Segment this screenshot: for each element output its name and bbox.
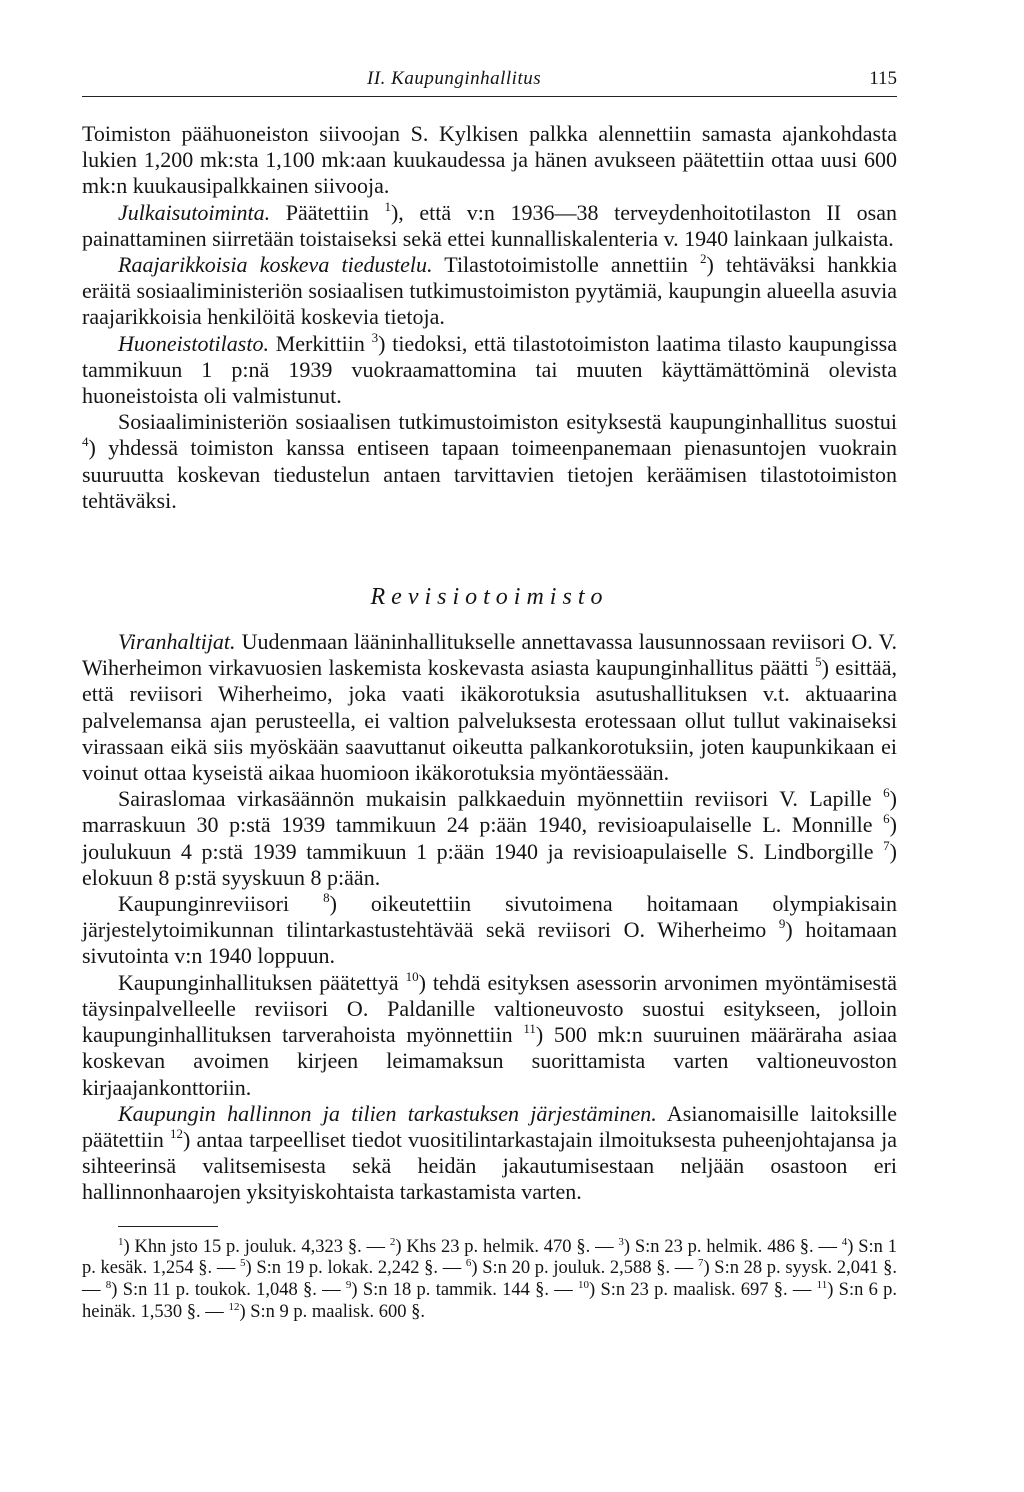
paragraph: Sosiaaliministeriön sosiaalisen tutkimustoimiston esityksestä kaupunginhallitus suostui $^4$) yhdessä toimiston kanssa entiseen tapaan toimeenpanemaan pienasuntojen vuokrain suuruutta koskevan tiedustelun antaen tarvittavien tietojen keräämisen tilastotoimiston tehtäväksi. (82, 409, 897, 513)
paragraph-title: Julkaisutoiminta. (118, 199, 271, 225)
footnote-ref: 3 (371, 329, 379, 345)
footnote-ref: 2 (700, 251, 707, 267)
section-heading: Revisiotoimisto (370, 584, 609, 611)
paragraph-title: Huoneistotilasto. (118, 330, 269, 356)
footnote-ref: 7 (883, 837, 890, 853)
paragraph: Julkaisutoiminta. Päätettiin $^1$), että v:n 1936—38 terveydenhoitotilaston II osan painattaminen siirretään toistaiseksi sekä ettei kunnalliskalenteria v. 1940 lainkaan julkaista. (82, 198, 898, 251)
footnotes (82, 1237, 897, 1324)
paragraph-title: Kaupungin hallinnon ja tilien tarkastuksen järjestäminen. (118, 1100, 657, 1126)
footnote-ref: 5 (815, 654, 822, 670)
paragraph-title: Viranhaltijat. (118, 629, 236, 655)
footnote-ref: 6 (883, 785, 890, 801)
paragraph-title: Raajarikkoisia koskeva tiedustelu. (118, 252, 433, 278)
document-page (82, 60, 897, 1323)
paragraph: Sairaslomaa virkasäännön mukaisin palkkaeduin myönnettiin reviisori V. Lapille $^6$) marraskuun 30 p:stä 1939 tammikuun 24 p:ään 1940, revisioapulaiselle L. Monnille $^6$) joulukuun 4 p:stä 1939 tammikuun 1 p:ään 1940 ja revisioapulaiselle S. Lindborgille $^7$) elokuun 8 p:stä syyskuun 8 p:ään. (82, 785, 897, 890)
footnote-block: $^1$) Khn jsto 15 p. jouluk. 4,323 §. — $^2$) Khs 23 p. helmik. 470 §. — $^3$) S:n 23 p. helmik. 486 §. — $^4$) S:n 1 p. kesäk. 1,254 §. — $^5$) S:n 19 p. lokak. 2,242 §. — $^6$) S:n 20 p. jouluk. 2,588 §. — $^7$) S:n 28 p. syysk. 2,041 §. — $^8$) S:n 11 p. toukok. 1,048 §. — $^9$) S:n 18 p. tammik. 144 §. — $^{10}$) S:n 23 p. maalisk. 697 §. — $^{11}$) S:n 6 p. heinäk. 1,530 §. — $^{12}$) S:n 9 p. maalisk. 600 §. (82, 1235, 897, 1322)
footnote-ref: 4 (82, 434, 89, 450)
body-text (82, 121, 897, 514)
section-body (82, 629, 897, 1205)
running-header (82, 60, 897, 97)
footnote-ref: 10 (405, 968, 419, 984)
footnote-ref: 1 (384, 198, 391, 214)
paragraph: Huoneistotilasto. Merkittiin $^3$) tiedoksi, että tilastotoimiston laatima tilasto kaupungissa tammikuun 1 p:nä 1939 vuokraamattomina tai muuten käyttämättöminä olevista huoneistoista oli valmistunut. (82, 329, 897, 409)
paragraph: Viranhaltijat. Uudenmaan lääninhallitukselle annettavassa lausunnossaan reviisori O. V. Wiherheimon virkavuosien laskemista koskevasta asiasta kaupunginhallitus päätti $^5$) esittää, että reviisori Wiherheimo, joka vaati ikäkorotuksia asutushallituksen v.t. aktuaarina palvelemansa ajan perusteella, ei valtion palveluksesta erotessaan ollut tullut vakinaiseksi virassaan eikä siis myöskään saavuttanut oikeutta palkankorotuksiin, joten kaupunkikaan ei voinut ottaa kyseistä aikaa huomioon ikäkorotuksia myöntäessään. (82, 629, 897, 786)
paragraph: Kaupungin hallinnon ja tilien tarkastuksen järjestäminen. Asianomaisille laitoksille päätettiin $^{12}$) antaa tarpeelliset tiedot vuositilintarkastajain ilmoituksesta puheenjohtajansa ja sihteerinsä valitsemisesta sekä heidän jakautumisestaan neljään osastoon eri hallinnonhaarojen yksityiskohtaista tarkastamista varten. (82, 1100, 897, 1205)
footnote-divider (118, 1226, 218, 1227)
footnote-ref: 12 (170, 1125, 184, 1141)
paragraph: Toimiston päähuoneiston siivoojan S. Kylkisen palkka alennettiin samasta ajankohdasta lukien 1,200 mk:sta 1,100 mk:aan kuukaudessa ja hänen avukseen päätettiin ottaa uusi 600 mk:n kuukausipalkkainen siivooja. (82, 121, 897, 199)
footnote-ref: 6 (883, 811, 890, 827)
paragraph: Kaupunginreviisori $^8$) oikeutettiin sivutoimena hoitamaan olympiakisain järjestelytoimikunnan tilintarkastustehtävää sekä reviisori O. Wiherheimo $^9$) hoitamaan sivutointa v:n 1940 loppuun. (82, 890, 897, 969)
page-number: 115 (869, 68, 897, 89)
footnote-ref: 9 (778, 916, 786, 932)
footnote-ref: 11 (523, 1021, 536, 1037)
paragraph: Kaupunginhallituksen päätettyä $^{10}$) tehdä esityksen asessorin arvonimen myöntämisestä täysinpalvelleelle reviisori O. Paldanille valtioneuvosto suostui esitykseen, jolloin kaupunginhallituksen tarverahoista myönnettiin $^{11}$) 500 mk:n suuruinen määräraha asiaa koskevan avoimen kirjeen leimamaksun suorittamista varten valtioneuvoston kirjaajankonttoriin. (82, 968, 898, 1100)
running-title: II. Kaupunginhallitus (367, 68, 542, 89)
footnote-ref: 8 (323, 890, 330, 906)
paragraph: Raajarikkoisia koskeva tiedustelu. Tilastotoimistolle annettiin $^2$) tehtäväksi hankkia eräitä sosiaaliministeriön sosiaalisen tutkimustoimiston pyytämiä, kaupungin alueella asuvia raajarikkoisia henkilöitä koskevia tietoja. (82, 251, 897, 330)
